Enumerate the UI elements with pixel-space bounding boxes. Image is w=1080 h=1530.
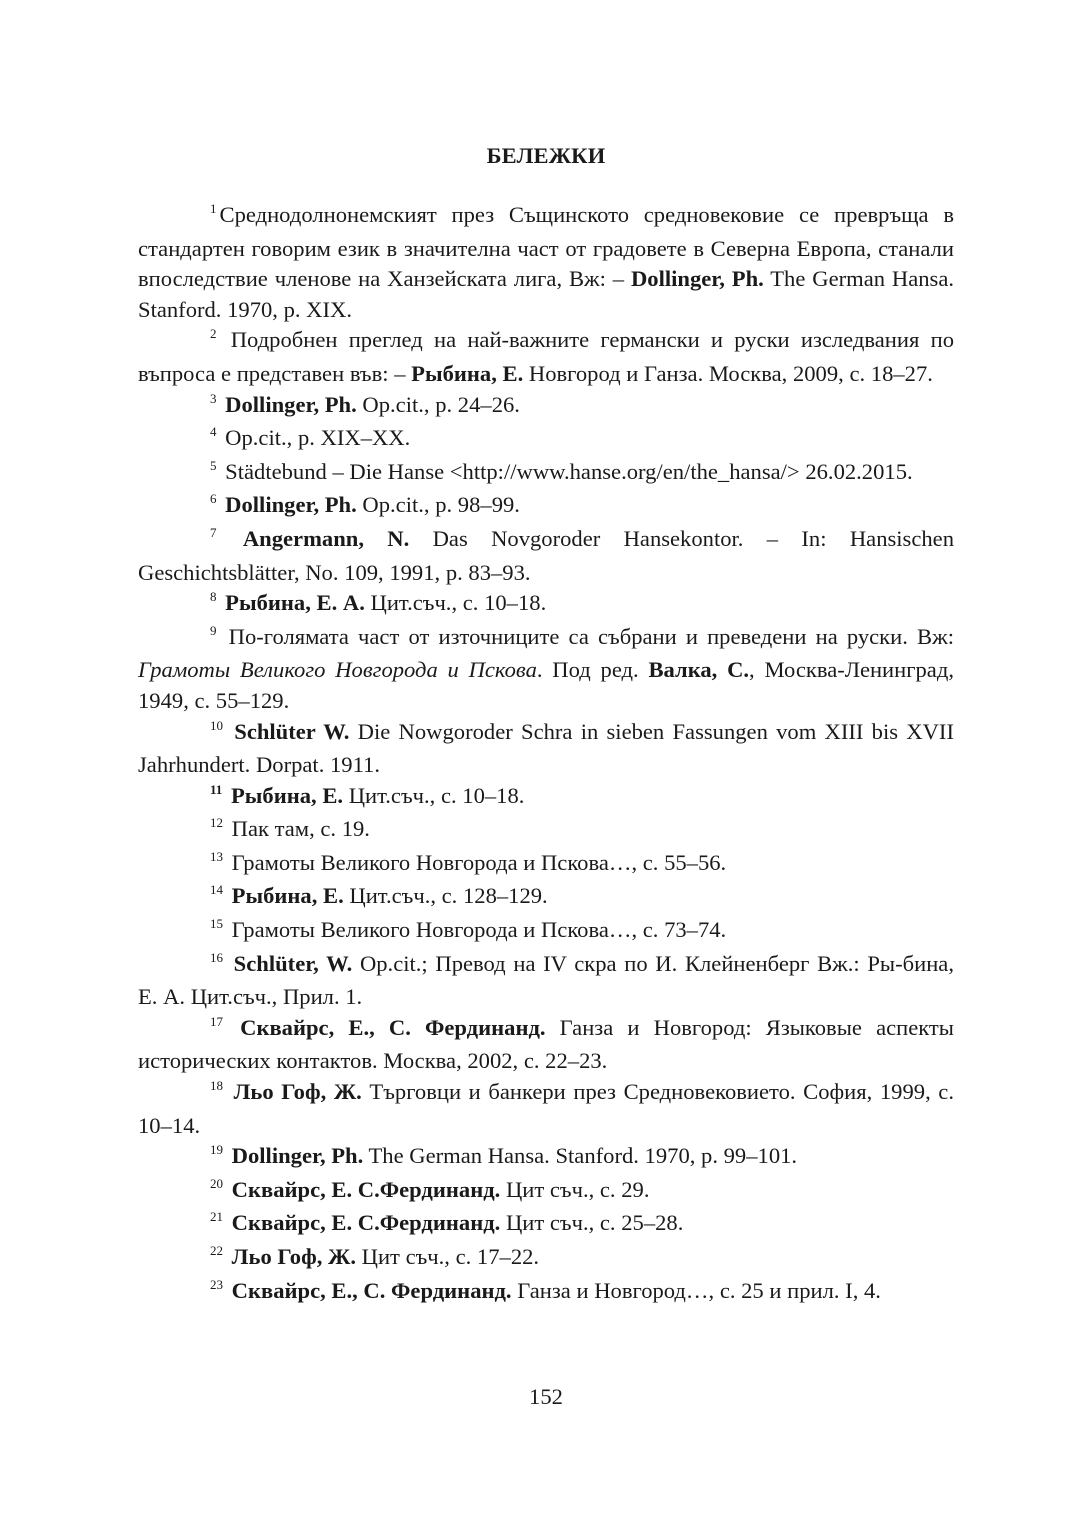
endnote bbox=[138, 1141, 954, 1175]
endnote-number: 23 bbox=[210, 1276, 223, 1292]
endnote-author: Сквайрс, Е. С.Фердинанд. bbox=[231, 1176, 501, 1202]
endnote-number: 2 bbox=[210, 326, 217, 342]
endnote-text: Пак там, с. 19. bbox=[226, 816, 370, 842]
endnote bbox=[138, 781, 954, 815]
document-page bbox=[138, 0, 954, 1530]
endnote bbox=[138, 1276, 954, 1310]
endnote-text: Цит съч., с. 17–22. bbox=[356, 1244, 540, 1269]
endnote bbox=[138, 588, 954, 622]
endnote-number: 1 bbox=[210, 201, 217, 216]
endnote-number: 12 bbox=[210, 815, 223, 831]
endnote bbox=[138, 325, 954, 389]
endnote-number: 4 bbox=[210, 424, 217, 440]
endnote-text: Цит.съч., с. 10–18. bbox=[343, 782, 525, 808]
endnote bbox=[138, 622, 954, 717]
endnote bbox=[138, 848, 954, 882]
endnote bbox=[138, 1208, 954, 1242]
endnote-text bbox=[226, 951, 234, 976]
endnote-number: 18 bbox=[210, 1078, 223, 1094]
endnote-number: 3 bbox=[210, 390, 217, 406]
endnote bbox=[138, 423, 954, 457]
endnote-author: Льо Гоф, Ж. bbox=[233, 1079, 362, 1105]
endnote bbox=[138, 915, 954, 949]
endnote bbox=[138, 200, 954, 325]
endnote-author: Рыбина, Е. bbox=[411, 360, 524, 386]
endnote-number: 21 bbox=[210, 1209, 223, 1225]
page-title: БЕЛЕЖКИ bbox=[486, 143, 606, 168]
endnote bbox=[138, 881, 954, 915]
endnote-text: Цит съч., с. 29. bbox=[500, 1176, 650, 1202]
endnote-author: Рыбина, Е. А. bbox=[225, 590, 365, 616]
endnote bbox=[138, 949, 954, 1013]
endnote-text: Новгород и Ганза. Москва, 2009, с. 18–27. bbox=[523, 360, 933, 386]
endnote-number: 22 bbox=[210, 1243, 223, 1258]
endnote-number: 10 bbox=[210, 717, 223, 733]
endnote-number: 7 bbox=[210, 524, 217, 540]
endnote-author: Dollinger, Ph. bbox=[225, 492, 357, 518]
endnote-author: Сквайрс, Е., С. Фердинанд. bbox=[240, 1014, 546, 1040]
endnote-author: Сквайрс, Е. С.Фердинанд. bbox=[231, 1210, 501, 1236]
endnote-number: 13 bbox=[210, 848, 223, 864]
endnote-text bbox=[226, 1015, 240, 1040]
endnote-author: Валка, С. bbox=[648, 657, 750, 683]
endnote-number: 6 bbox=[210, 491, 217, 507]
endnote bbox=[138, 390, 954, 424]
endnote-number: 8 bbox=[210, 589, 217, 605]
endnote-text: , Москва-Ленинград, 1949, с. 55–129. bbox=[138, 657, 954, 713]
endnote-text bbox=[226, 719, 234, 744]
endnote bbox=[138, 490, 954, 524]
endnote-text: The German Hansa. Stanford. 1970, p. 99–101. bbox=[363, 1143, 798, 1169]
endnote-text: . Под ред. bbox=[536, 657, 649, 683]
endnote-number: 19 bbox=[210, 1142, 223, 1158]
endnote-author: Dollinger, Ph. bbox=[225, 391, 357, 417]
endnote bbox=[138, 524, 954, 588]
endnote-text: Ганза и Новгород: Языковые аспекты исторических контактов. Москва, 2002, с. 22–23. bbox=[138, 1014, 954, 1074]
endnote bbox=[138, 1013, 954, 1077]
endnotes-list bbox=[138, 200, 954, 1309]
endnote bbox=[138, 814, 954, 848]
endnote-text: Цит съч., с. 25–28. bbox=[500, 1210, 684, 1236]
endnote bbox=[138, 1242, 954, 1276]
endnote bbox=[138, 1077, 954, 1141]
endnote-text: Die Nowgoroder Schra in sieben Fassungen vom XIII bis XVII Jahrhundert. Dorpat. 1911. bbox=[138, 718, 954, 778]
endnote-author: Schlüter W. bbox=[234, 718, 350, 744]
endnote-text bbox=[226, 1079, 234, 1104]
endnote-text: Das Novgoroder Hansekontor. – In: Hansischen Geschichtsblätter, No. 109, 1991, p. 83–93. bbox=[138, 525, 954, 585]
endnote-text: Среднодолнонемският през Същинското средновековие се превръща в стандартен говорим език в значителна част от градовете в Северна Европа, станали впоследствие членове на Ханзейската лига, Вж: – bbox=[138, 202, 954, 292]
endnote-author: Schlüter, W. bbox=[233, 950, 353, 976]
endnote-text: По-голямата част от източниците са събрани и преведени на руски. Вж: bbox=[219, 623, 954, 649]
endnote-number: 17 bbox=[210, 1013, 223, 1029]
endnote-author: Сквайрс, Е., С. Фердинанд. bbox=[231, 1277, 512, 1303]
endnote-text bbox=[220, 526, 243, 551]
endnote-text: Ганза и Новгород…, с. 25 и прил. I, 4. bbox=[511, 1277, 881, 1303]
endnote-number: 5 bbox=[210, 457, 217, 473]
endnote bbox=[138, 1175, 954, 1209]
endnote-italic-title: Грамоты Великого Новгорода и Пскова bbox=[138, 657, 537, 683]
endnote-text: Цит.съч., с. 128–129. bbox=[343, 883, 548, 909]
endnote-text: Op.cit., p. 98–99. bbox=[356, 492, 520, 518]
endnote-number: 15 bbox=[210, 916, 223, 932]
page-number: 152 bbox=[529, 1384, 563, 1409]
endnote bbox=[138, 717, 954, 781]
endnote-text: Търговци и банкери през Средновековието. София, 1999, с. 10–14. bbox=[138, 1079, 954, 1138]
endnote-text: Op.cit., p. XIX–XX. bbox=[219, 425, 411, 451]
endnote-text: Грамоты Великого Новгорода и Пскова…, с. 73–74. bbox=[226, 917, 727, 943]
endnote-number: 14 bbox=[210, 882, 223, 898]
endnote-text: The German Hansa. Stanford. 1970, p. XIX. bbox=[138, 266, 954, 322]
endnote-author: Льо Гоф, Ж. bbox=[231, 1244, 356, 1269]
endnote-text: Städtebund – Die Hanse <http://www.hanse.org/en/the_hansa/> 26.02.2015. bbox=[219, 458, 913, 484]
endnote-number: 20 bbox=[210, 1175, 223, 1191]
endnote-text: Op.cit.; Превод на IV скра по И. Клейненберг Вж.: Ры-бина, Е. А. Цит.съч., Прил. 1. bbox=[138, 950, 954, 1010]
endnote-text: Цит.съч., с. 10–18. bbox=[364, 590, 547, 616]
endnote-text: Op.cit., p. 24–26. bbox=[356, 391, 520, 417]
endnote bbox=[138, 457, 954, 491]
endnote-author: Angermann, N. bbox=[242, 525, 410, 551]
endnote-author: Dollinger, Ph. bbox=[630, 266, 764, 292]
endnote-author: Рыбина, Е. bbox=[230, 782, 344, 808]
endnote-author: Dollinger, Ph. bbox=[231, 1143, 364, 1169]
endnote-number: 9 bbox=[210, 622, 217, 638]
endnote-number: 16 bbox=[210, 949, 223, 965]
endnote-number: 11 bbox=[210, 781, 223, 797]
endnote-author: Рыбина, Е. bbox=[231, 883, 344, 909]
endnote-text: Подробнен преглед на най-важните германски и руски изследвания по въпроса е представен във: – bbox=[138, 327, 954, 386]
endnote-text: Грамоты Великого Новгорода и Пскова…, с. 55–56. bbox=[226, 849, 727, 875]
